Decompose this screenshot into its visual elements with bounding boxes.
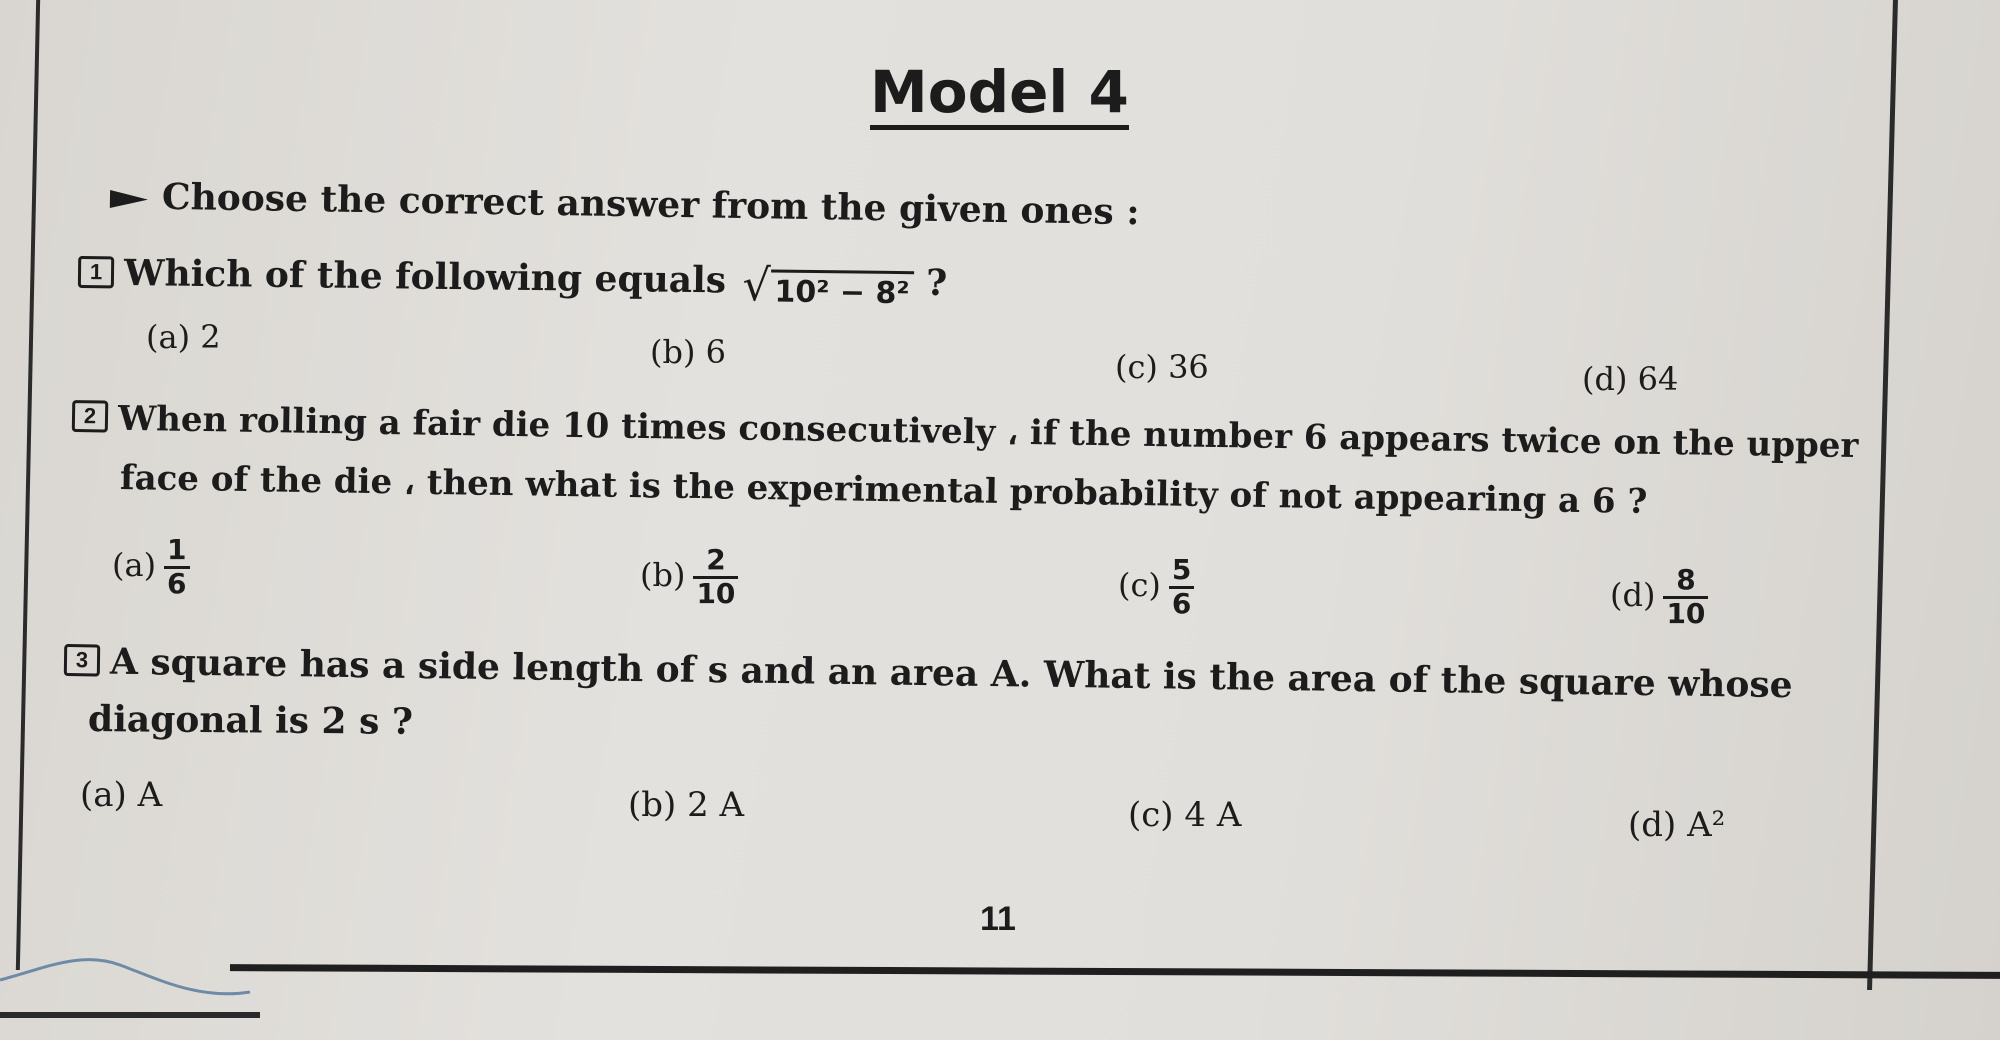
option-label: (b) [628, 785, 677, 825]
question-2-line-1 [72, 398, 1859, 466]
option-label: (d) [1628, 805, 1677, 845]
option-value: 36 [1168, 348, 1209, 386]
fraction [693, 545, 738, 610]
instruction-line [110, 175, 1140, 233]
option-value: 2 A [687, 785, 745, 825]
option-label: (a) [112, 545, 157, 584]
option-label: (c) [1128, 795, 1174, 835]
q2-option-d [1610, 565, 1708, 630]
denominator: 6 [1171, 586, 1192, 620]
page-right-border [1867, 0, 1898, 990]
option-value: A [137, 775, 163, 815]
page-title: Model 4 [870, 62, 1129, 130]
question-3-line-2 [88, 698, 413, 743]
q3-option-d [1628, 805, 1725, 845]
denominator: 6 [167, 566, 187, 600]
q3-option-c [1128, 795, 1241, 835]
footer-rule-lower [0, 1012, 260, 1018]
option-label: (a) [80, 775, 127, 815]
option-value: 6 [705, 333, 726, 371]
numerator: 2 [693, 545, 738, 579]
decorative-swoosh-icon [0, 930, 260, 1010]
question-number-badge: 3 [64, 644, 100, 676]
radicand: 10² − 8² [770, 269, 913, 311]
fraction [1663, 565, 1708, 630]
q1-option-d [1582, 360, 1678, 398]
radical-sign-icon: √ [742, 260, 771, 312]
q2-option-b [640, 545, 738, 610]
fraction [1169, 555, 1194, 620]
q1-option-a [146, 318, 221, 356]
q3-option-b [628, 785, 744, 825]
question-1-mark: ? [925, 261, 948, 305]
numerator: 8 [1663, 565, 1708, 599]
option-label: (c) [1118, 565, 1161, 604]
fraction [164, 535, 189, 600]
option-label: (d) [1610, 575, 1656, 614]
question-1 [78, 250, 948, 312]
option-value: 4 A [1184, 795, 1242, 835]
option-label: (c) [1115, 348, 1158, 386]
option-label: (b) [640, 555, 686, 594]
square-root-expression [742, 258, 914, 311]
option-label: (a) [146, 318, 191, 356]
q2-option-a [112, 535, 190, 600]
page-number: 11 [980, 900, 1016, 938]
q2-option-c [1118, 555, 1194, 620]
question-3-text-2: diagonal is 2 s ? [87, 698, 414, 743]
option-label: (b) [650, 333, 696, 371]
question-1-text: Which of the following equals [123, 252, 727, 302]
numerator: 1 [164, 535, 189, 569]
footer-rule [230, 964, 2000, 979]
option-value: A² [1687, 805, 1726, 845]
q1-option-b [650, 333, 726, 371]
q3-option-a [80, 775, 162, 815]
question-2-line-2 [120, 458, 1648, 522]
denominator: 10 [696, 576, 736, 610]
denominator: 10 [1666, 596, 1706, 630]
question-number-badge: 2 [72, 400, 108, 433]
option-label: (d) [1582, 360, 1628, 398]
instruction-text: Choose the correct answer from the given ones : [161, 175, 1140, 234]
question-2-text-2: face of the die ، then what is the experimental probability of not appearing a 6 ? [119, 458, 1648, 522]
q1-option-c [1115, 348, 1209, 386]
numerator: 5 [1169, 555, 1194, 589]
arrow-bullet-icon [110, 190, 148, 209]
question-number-badge: 1 [78, 256, 114, 288]
question-3-line-1 [64, 640, 1793, 706]
question-3-text-1: A square has a side length of s and an area A. What is the area of the square whose [109, 640, 1793, 707]
page-left-border [16, 0, 40, 970]
question-2-text-1: When rolling a fair die 10 times consecutively ، if the number 6 appears twice on the upper [117, 398, 1859, 467]
option-value: 2 [200, 318, 221, 356]
option-value: 64 [1637, 360, 1679, 398]
